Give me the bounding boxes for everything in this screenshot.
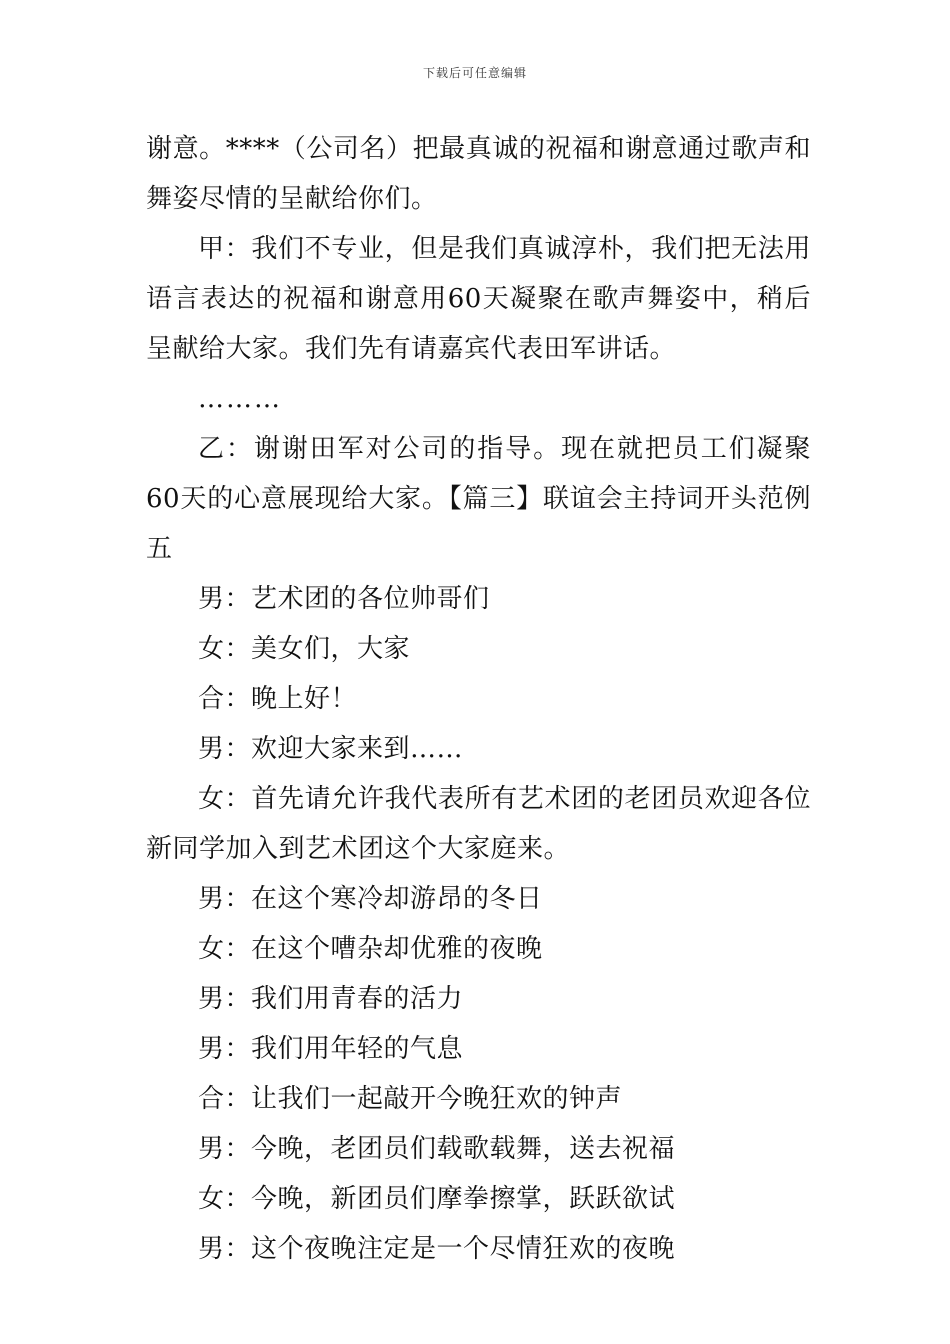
- dialogue-line: 男：欢迎大家来到……: [198, 734, 464, 764]
- dialogue-line: 女：美女们，大家: [198, 634, 411, 664]
- dialogue-line: 女：在这个嘈杂却优雅的夜晚: [198, 934, 543, 964]
- paragraph-2: 甲：我们不专业，但是我们真诚淳朴，我们把无法用语言表达的祝福和谢意用60天凝聚在歌声舞姿中，稍后呈献给大家。我们先有请嘉宾代表田军讲话。: [146, 234, 811, 364]
- dialogue-line: 合：晚上好！: [198, 684, 358, 714]
- dialogue-line: 男：我们用年轻的气息: [198, 1034, 464, 1064]
- dialogue-line: 男：在这个寒冷却游昂的冬日: [198, 884, 543, 914]
- dialogue-line: 合：让我们一起敲开今晚狂欢的钟声: [198, 1084, 623, 1114]
- paragraph-ellipsis: ………: [198, 384, 282, 414]
- dialogue-line: 男：艺术团的各位帅哥们: [198, 584, 490, 614]
- dialogue-line: 男：我们用青春的活力: [198, 984, 464, 1014]
- dialogue-line: 男：这个夜晚注定是一个尽情狂欢的夜晚: [198, 1234, 676, 1264]
- paragraph-4: 乙：谢谢田军对公司的指导。现在就把员工们凝聚60天的心意展现给大家。【篇三】联谊会主持词开头范例五: [146, 434, 811, 564]
- page-header: 下载后可任意编辑: [422, 66, 527, 80]
- dialogue-line: 女：今晚，新团员们摩拳擦掌，跃跃欲试: [198, 1184, 676, 1214]
- dialogue-line: 男：今晚，老团员们载歌载舞，送去祝福: [198, 1134, 676, 1164]
- dialogue-line: 女：首先请允许我代表所有艺术团的老团员欢迎各位新同学加入到艺术团这个大家庭来。: [146, 784, 811, 864]
- document-body: [146, 124, 811, 1274]
- paragraph-1: 谢意。****（公司名）把最真诚的祝福和谢意通过歌声和舞姿尽情的呈献给你们。: [146, 134, 811, 214]
